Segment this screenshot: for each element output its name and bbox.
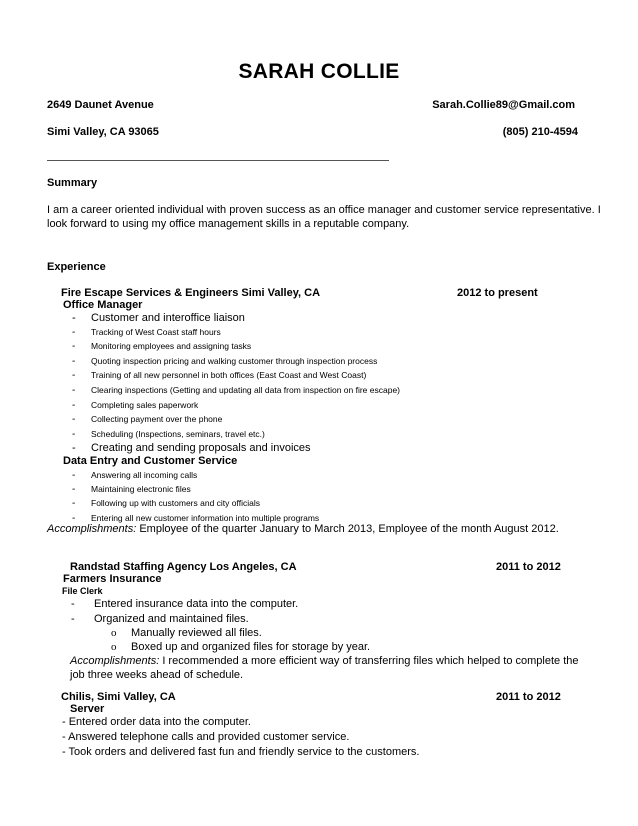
city-state-zip: Simi Valley, CA 93065 — [47, 126, 159, 138]
list-item: Answering all incoming calls — [91, 470, 198, 480]
list-item: Collecting payment over the phone — [91, 414, 223, 424]
job1-accomplishments — [47, 523, 559, 535]
job3-role: Server — [70, 703, 105, 715]
list-item: Following up with customers and city officials — [91, 498, 260, 508]
list-item: Quoting inspection pricing and walking customer through inspection process — [91, 356, 378, 366]
list-item: - Took orders and delivered fast fun and friendly service to the customers. — [62, 746, 420, 758]
list-item: - Answered telephone calls and provided customer service. — [62, 731, 350, 743]
street-address: 2649 Daunet Avenue — [47, 99, 154, 111]
job1-role-office-manager: Office Manager — [63, 299, 143, 311]
list-item: Tracking of West Coast staff hours — [91, 327, 221, 337]
dash-bullet-icon: - — [72, 356, 76, 367]
header-divider — [47, 160, 389, 161]
list-item: - Entered order data into the computer. — [62, 716, 251, 728]
list-item: Customer and interoffice liaison — [91, 312, 245, 324]
sub-list-item: Boxed up and organized files for storage by year. — [131, 641, 371, 653]
dash-bullet-icon: - — [72, 341, 76, 352]
dash-bullet-icon: - — [72, 312, 76, 324]
list-item: Completing sales paperwork — [91, 400, 199, 410]
list-item: Clearing inspections (Getting and updating all data from inspection on fire escape) — [91, 385, 401, 395]
dash-bullet-icon: - — [72, 498, 76, 509]
circle-bullet-icon: o — [111, 641, 117, 653]
applicant-name: SARAH COLLIE — [238, 60, 400, 83]
list-item: Training of all new personnel in both offices (East Coast and West Coast) — [91, 370, 367, 380]
job2-employer: Randstad Staffing Agency Los Angeles, CA — [70, 561, 297, 573]
experience-heading: Experience — [47, 261, 106, 273]
dash-bullet-icon: - — [72, 400, 76, 411]
job1-employer: Fire Escape Services & Engineers Simi Valley, CA — [61, 287, 321, 299]
dash-bullet-icon: - — [71, 613, 75, 625]
summary-text: I am a career oriented individual with proven success as an office manager and customer service representative. I look forward to using my office management skills in a reputable company. — [47, 204, 601, 230]
job2-role: File Clerk — [62, 586, 103, 596]
dash-bullet-icon: - — [72, 470, 76, 481]
list-item: Organized and maintained files. — [94, 613, 249, 625]
job3-employer: Chilis, Simi Valley, CA — [61, 691, 176, 703]
summary-heading: Summary — [47, 177, 98, 189]
list-item: Entering all new customer information into multiple programs — [91, 513, 320, 523]
dash-bullet-icon: - — [72, 327, 76, 338]
dash-bullet-icon: - — [72, 429, 76, 440]
list-item: Monitoring employees and assigning tasks — [91, 341, 252, 351]
list-item: Entered insurance data into the computer. — [94, 598, 299, 610]
dash-bullet-icon: - — [72, 484, 76, 495]
phone-number: (805) 210-4594 — [502, 126, 578, 138]
dash-bullet-icon: - — [71, 598, 75, 610]
sub-list-item: Manually reviewed all files. — [131, 627, 262, 639]
dash-bullet-icon: - — [72, 414, 76, 425]
accomplishments-text: I recommended a more efficient way of transferring files which helped to complete the job three weeks ahead of schedule. — [70, 655, 579, 681]
list-item: Scheduling (Inspections, seminars, travel etc.) — [91, 429, 265, 439]
job1-dates: 2012 to present — [457, 287, 538, 299]
dash-bullet-icon: - — [72, 385, 76, 396]
dash-bullet-icon: - — [72, 513, 76, 524]
job2-dates: 2011 to 2012 — [496, 561, 561, 573]
accomplishments-text: Employee of the quarter January to March 2013, Employee of the month August 2012. — [136, 523, 559, 535]
circle-bullet-icon: o — [111, 627, 117, 639]
job3-dates: 2011 to 2012 — [496, 691, 561, 703]
accomplishments-label: Accomplishments: — [70, 655, 160, 667]
job2-client: Farmers Insurance — [63, 573, 162, 585]
job1-role-data-entry: Data Entry and Customer Service — [63, 455, 238, 467]
list-item: Maintaining electronic files — [91, 484, 191, 494]
accomplishments-label: Accomplishments: — [47, 523, 137, 535]
dash-bullet-icon: - — [72, 442, 76, 454]
dash-bullet-icon: - — [72, 370, 76, 381]
job2-accomplishments — [70, 654, 580, 682]
list-item: Creating and sending proposals and invoices — [91, 442, 311, 454]
email-address: Sarah.Collie89@Gmail.com — [432, 99, 575, 111]
